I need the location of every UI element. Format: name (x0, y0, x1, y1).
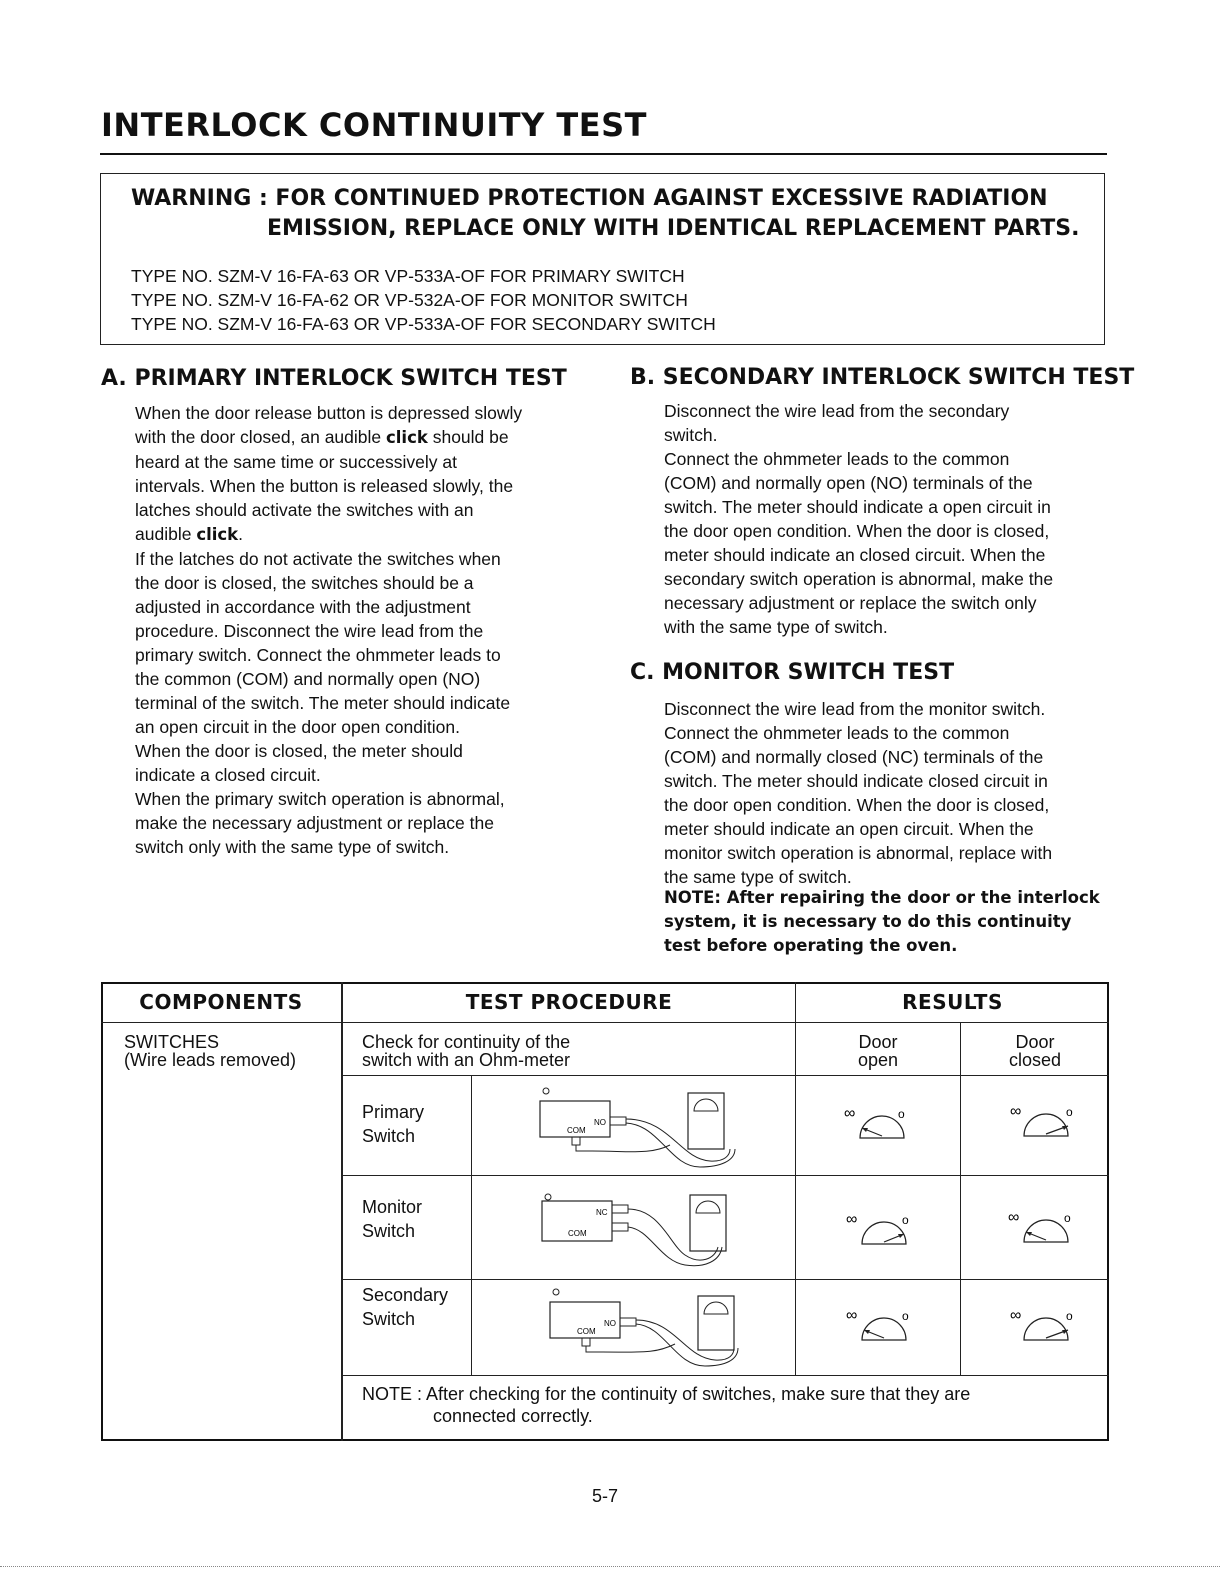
door-closed-header (961, 1033, 1109, 1069)
monitor-switch-diagram (520, 1185, 760, 1275)
no-terminal-label: NO (604, 1319, 616, 1328)
meter-primary-open (840, 1100, 920, 1145)
section-a-line: latches should activate the switches with an (135, 500, 474, 520)
section-b-line: switch. (664, 425, 718, 445)
section-b-line: switch. The meter should indicate a open circuit in (664, 497, 1051, 517)
no-terminal-label: NO (594, 1118, 606, 1127)
meter-primary-closed (1002, 1098, 1082, 1143)
page-bottom-rule (0, 1566, 1220, 1567)
meter-secondary-open (842, 1302, 922, 1347)
section-a-rest (135, 547, 522, 859)
infinity-symbol: ∞ (1008, 1209, 1020, 1226)
table-note-line: connected correctly. (433, 1406, 593, 1426)
header-components: COMPONENTS (139, 990, 303, 1014)
type-numbers (131, 264, 716, 336)
section-c-note (664, 886, 1100, 958)
section-a-line: the door is closed, the switches should be a (135, 573, 474, 593)
section-a-line: an open circuit in the door open condition. (135, 717, 460, 737)
section-a-line: When the door is closed, the meter should (135, 741, 463, 761)
procedure-line: Check for continuity of the (362, 1032, 571, 1052)
infinity-symbol: ∞ (846, 1307, 858, 1324)
table-divider (341, 982, 343, 1441)
header-results: RESULTS (902, 990, 1003, 1014)
table-rule (341, 1375, 1109, 1376)
type-primary: TYPE NO. SZM-V 16-FA-63 OR VP-533A-OF FOR PRIMARY SWITCH (131, 266, 685, 286)
table-rule (341, 1075, 1109, 1076)
meter-monitor-closed (1002, 1204, 1082, 1249)
door-open-header (796, 1033, 960, 1069)
section-a-line: When the primary switch operation is abnormal, (135, 789, 505, 809)
section-a-line: heard at the same time or successively at (135, 452, 457, 472)
section-a-line: intervals. When the button is released slowly, the (135, 476, 514, 496)
table-note-line: NOTE : After checking for the continuity of switches, make sure that they are (362, 1384, 971, 1404)
zero-symbol: o (1066, 1309, 1073, 1323)
section-a-line: When the door release button is depressed slowly (135, 403, 523, 423)
type-monitor: TYPE NO. SZM-V 16-FA-62 OR VP-532A-OF FOR MONITOR SWITCH (131, 290, 688, 310)
section-b-line: Disconnect the wire lead from the secondary (664, 401, 1010, 421)
warning-box (100, 173, 1105, 345)
door-closed-label: closed (1008, 1050, 1062, 1070)
header-test-procedure: TEST PROCEDURE (465, 990, 673, 1014)
row-label: Switch (362, 1126, 416, 1146)
zero-symbol: o (1066, 1105, 1073, 1119)
section-a-line: with the door closed, an audible click should be (135, 427, 509, 447)
section-c-line: the door open condition. When the door is closed, (664, 795, 1050, 815)
section-a-line: audible click. (135, 524, 244, 544)
section-c-note-line: NOTE: After repairing the door or the interlock (664, 888, 1100, 907)
row-label: Switch (362, 1309, 416, 1329)
meter-secondary-closed (1002, 1302, 1082, 1347)
primary-switch-diagram (520, 1085, 760, 1173)
row-label: Switch (362, 1221, 416, 1241)
secondary-switch-diagram (520, 1284, 760, 1374)
section-b-line: (COM) and normally open (NO) terminals of the (664, 473, 1033, 493)
section-c-note-line: test before operating the oven. (664, 936, 958, 955)
warning-line-1: WARNING : FOR CONTINUED PROTECTION AGAINST EXCESSIVE RADIATION (131, 186, 1048, 211)
table-note (362, 1383, 970, 1427)
section-a-line: switch only with the same type of switch. (135, 837, 450, 857)
com-terminal-label: COM (568, 1229, 587, 1238)
procedure-cell (362, 1033, 570, 1069)
table-rule (341, 1175, 1109, 1176)
nc-terminal-label: NC (596, 1208, 608, 1217)
zero-symbol: o (898, 1107, 905, 1121)
warning-line-2: EMISSION, REPLACE ONLY WITH IDENTICAL REPLACEMENT PARTS. (267, 216, 1080, 241)
section-c-line: monitor switch operation is abnormal, replace with (664, 843, 1053, 863)
component-name: SWITCHES (124, 1032, 220, 1052)
section-c-note-line: system, it is necessary to do this continuity (664, 912, 1072, 931)
zero-symbol: o (1064, 1211, 1071, 1225)
section-c-text (664, 697, 1052, 889)
type-secondary: TYPE NO. SZM-V 16-FA-63 OR VP-533A-OF FOR SECONDARY SWITCH (131, 314, 716, 334)
infinity-symbol: ∞ (844, 1105, 856, 1122)
infinity-symbol: ∞ (846, 1211, 858, 1228)
section-a-text (135, 401, 522, 859)
section-a-line: indicate a closed circuit. (135, 765, 321, 785)
com-terminal-label: COM (577, 1327, 596, 1336)
row-primary-label (362, 1100, 424, 1148)
row-monitor-label (362, 1195, 422, 1243)
section-a-line: procedure. Disconnect the wire lead from the (135, 621, 484, 641)
section-a-line: make the necessary adjustment or replace the (135, 813, 494, 833)
section-c-heading: C. MONITOR SWITCH TEST (630, 660, 955, 685)
component-cell (124, 1033, 296, 1069)
row-label: Monitor (362, 1197, 423, 1217)
procedure-line: switch with an Ohm-meter (362, 1050, 571, 1070)
section-a-line: adjusted in accordance with the adjustment (135, 597, 471, 617)
component-note: (Wire leads removed) (124, 1050, 297, 1070)
section-b-line: secondary switch operation is abnormal, make the (664, 569, 1054, 589)
door-open-label: Door (858, 1032, 898, 1052)
click-emphasis: click (196, 525, 239, 544)
table-rule (341, 1279, 1109, 1280)
section-a-line: If the latches do not activate the switches when (135, 549, 501, 569)
meter-monitor-open (842, 1206, 922, 1251)
row-label: Primary (362, 1102, 424, 1122)
title-rule (100, 153, 1107, 155)
section-c-line: (COM) and normally closed (NC) terminals of the (664, 747, 1044, 767)
zero-symbol: o (902, 1309, 909, 1323)
section-a-heading: A. PRIMARY INTERLOCK SWITCH TEST (101, 366, 567, 391)
infinity-symbol: ∞ (1010, 1103, 1022, 1120)
click-emphasis: click (386, 428, 428, 447)
page-title: INTERLOCK CONTINUITY TEST (101, 106, 647, 144)
section-c-line: Disconnect the wire lead from the monitor switch. (664, 699, 1046, 719)
section-a-line: the common (COM) and normally open (NO) (135, 669, 481, 689)
section-b-text (664, 399, 1053, 639)
section-c-line: Connect the ohmmeter leads to the common (664, 723, 1010, 743)
section-a-line: primary switch. Connect the ohmmeter leads to (135, 645, 501, 665)
section-c-line: switch. The meter should indicate closed circuit in (664, 771, 1048, 791)
com-terminal-label: COM (567, 1126, 586, 1135)
table-divider (471, 1076, 472, 1376)
zero-symbol: o (902, 1213, 909, 1227)
section-b-line: meter should indicate an closed circuit. When the (664, 545, 1046, 565)
section-b-line: necessary adjustment or replace the switch only (664, 593, 1037, 613)
table-rule (101, 1022, 1109, 1023)
section-b-line: Connect the ohmmeter leads to the common (664, 449, 1010, 469)
row-label: Secondary (362, 1285, 449, 1305)
page-number: 5-7 (591, 1486, 618, 1506)
door-open-label: open (857, 1050, 899, 1070)
section-b-line: the door open condition. When the door is closed, (664, 521, 1050, 541)
section-b-heading: B. SECONDARY INTERLOCK SWITCH TEST (630, 365, 1135, 390)
section-a-line: terminal of the switch. The meter should indicate (135, 693, 511, 713)
section-c-line: meter should indicate an open circuit. When the (664, 819, 1034, 839)
row-secondary-label (362, 1283, 448, 1331)
infinity-symbol: ∞ (1010, 1307, 1022, 1324)
section-c-line: the same type of switch. (664, 867, 852, 887)
door-closed-label: Door (1015, 1032, 1055, 1052)
section-b-line: with the same type of switch. (664, 617, 888, 637)
